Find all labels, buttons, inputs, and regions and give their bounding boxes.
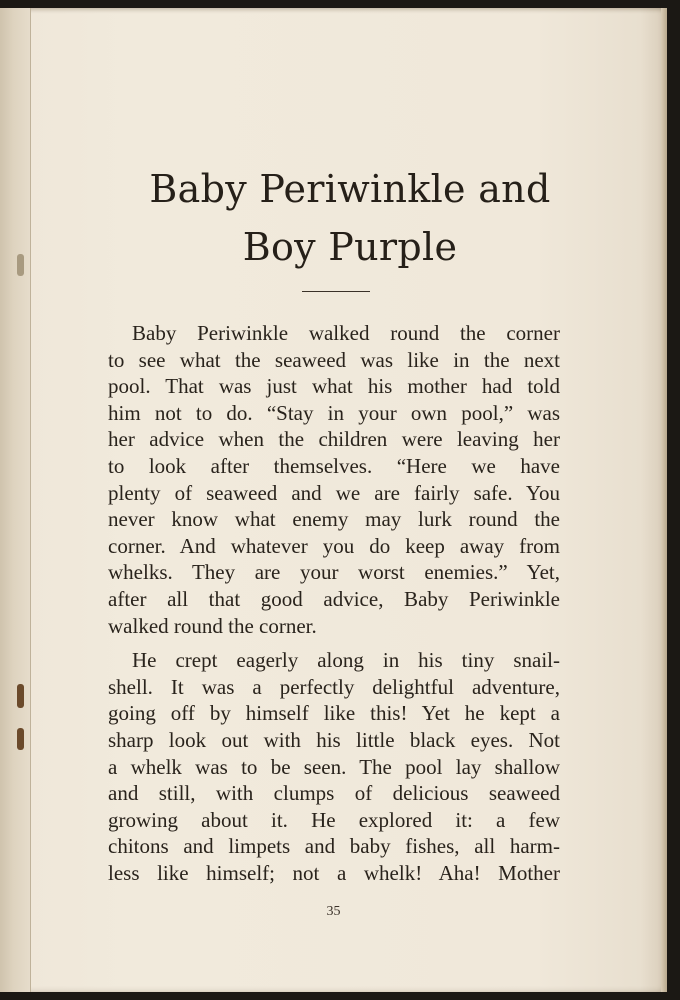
- title-divider: [302, 291, 370, 292]
- text-line: after all that good advice, Baby Periwinkle: [108, 586, 560, 611]
- binding-stitch: [17, 684, 24, 708]
- text-line: shell. It was a perfectly delightful adventure,: [108, 674, 560, 699]
- text-line: going off by himself like this! Yet he kept a: [108, 701, 560, 726]
- paragraph-1: [108, 320, 560, 639]
- text-line: to see what the seaweed was like in the next: [108, 347, 560, 372]
- chapter-title-line-1: Baby Periwinkle and: [149, 167, 551, 211]
- binding-stitch: [17, 254, 24, 276]
- text-line: walked round the corner.: [108, 613, 317, 638]
- text-line: growing about it. He explored it: a few: [108, 807, 560, 832]
- text-line: never know what enemy may lurk round the: [108, 507, 560, 532]
- binding-stitch: [17, 728, 24, 750]
- binding-gutter: [0, 8, 31, 992]
- page-number: 35: [326, 904, 341, 919]
- text-line: chitons and limpets and baby fishes, all harm-: [108, 834, 560, 859]
- chapter-title: [60, 160, 640, 276]
- paragraph-2: [108, 647, 560, 886]
- text-line: and still, with clumps of delicious seaweed: [108, 781, 560, 806]
- text-line: him not to do. “Stay in your own pool,” was: [108, 400, 560, 425]
- book-page: [0, 8, 667, 992]
- text-line: whelks. They are your worst enemies.” Yet,: [108, 560, 560, 585]
- text-line: sharp look out with his little black eyes. Not: [108, 727, 560, 752]
- text-line: corner. And whatever you do keep away from: [108, 533, 560, 558]
- text-line: Baby Periwinkle walked round the corner: [132, 321, 560, 345]
- text-line: less like himself; not a whelk! Aha! Mother: [108, 860, 560, 885]
- text-line: plenty of seaweed and we are fairly safe. You: [108, 480, 560, 505]
- text-line: her advice when the children were leaving her: [108, 427, 560, 452]
- text-line: pool. That was just what his mother had told: [108, 374, 560, 399]
- text-line: a whelk was to be seen. The pool lay shallow: [108, 754, 560, 779]
- text-line: to look after themselves. “Here we have: [108, 453, 560, 478]
- chapter-title-line-2: Boy Purple: [242, 225, 458, 269]
- text-line: He crept eagerly along in his tiny snail-: [132, 648, 560, 673]
- body-text: [108, 320, 560, 886]
- page-edge: [661, 8, 667, 992]
